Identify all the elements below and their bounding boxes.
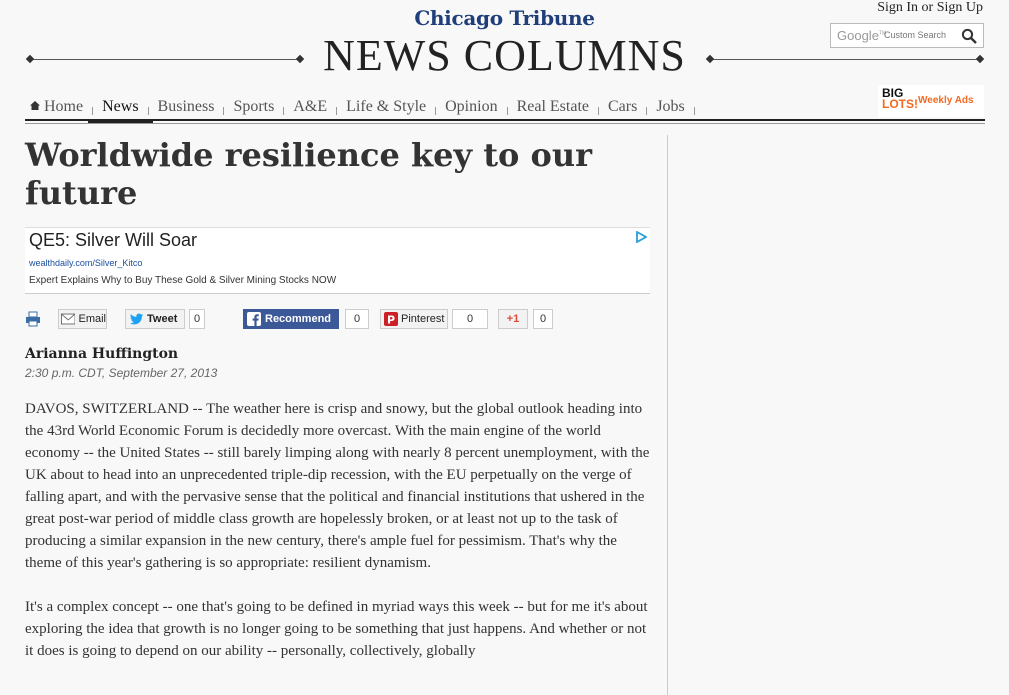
nav-separator — [598, 107, 599, 115]
google-plus-count: 0 — [533, 309, 553, 329]
facebook-icon — [247, 312, 261, 326]
ad-url[interactable]: wealthdaily.com/Silver_Kitco — [29, 258, 143, 268]
nav-separator — [694, 107, 695, 115]
biglots-promo[interactable] — [878, 85, 984, 117]
article-paragraph: It's a complex concept -- one that's going to be defined in myriad ways this week -- but for me it's about exploring the idea that growth is no longer going to be something that just happens. And whether or not it does is going to depend on our ability -- personally, collectively, globally — [25, 599, 648, 659]
email-icon — [61, 313, 75, 325]
nav-separator — [283, 107, 284, 115]
masthead-rule-left — [30, 59, 300, 60]
tribune-logo[interactable]: Chicago Tribune — [414, 6, 595, 30]
ad-headline[interactable]: QE5: Silver Will Soar — [29, 230, 198, 250]
main-nav — [30, 98, 704, 118]
home-icon — [30, 101, 40, 110]
nav-home[interactable]: Home — [30, 98, 83, 118]
nav-rule-thin — [25, 123, 985, 124]
weekly-ads-label: Weekly Ads — [918, 95, 974, 106]
adchoices-icon[interactable] — [635, 231, 647, 243]
google-plus-button[interactable] — [498, 309, 528, 329]
article-paragraph: DAVOS, SWITZERLAND -- The weather here is crisp and snowy, but the global outlook heading into the 43rd World Economic Forum is decidedly more overcast. With the main engine of the world economy -- the United States -- still barely limping along with nearly 8 percent unemployment, with the UK about to head into an unprecedented triple-dip recession, with the EU perpetually on the verge of falling apart, and with the pervasive sense that the political and financial institutions that ushered in the great post-war period of middle class growth are hopelessly broken, or at least not up to the task of producing a similar expansion in the new century, there's ample fuel for pessimism. That's why the theme of this year's gathering is so appropriate: resilient dynamism. — [25, 401, 650, 571]
nav-separator — [336, 107, 337, 115]
article-body — [25, 398, 655, 684]
article-date: 2:30 p.m. CDT, September 27, 2013 — [25, 366, 218, 380]
nav-opinion[interactable]: Opinion — [445, 98, 498, 115]
nav-separator — [148, 107, 149, 115]
share-bar — [25, 309, 665, 331]
sign-in-link[interactable]: Sign In or Sign Up — [877, 0, 983, 15]
svg-text:P: P — [386, 313, 396, 326]
masthead-title: NEWS COLUMNS — [323, 31, 686, 80]
print-icon[interactable] — [25, 311, 41, 327]
nav-ae[interactable]: A&E — [293, 98, 328, 115]
nav-separator — [223, 107, 224, 115]
pinterest-icon — [384, 312, 398, 326]
article-title: Worldwide resilience key to our future — [25, 136, 592, 212]
nav-separator — [92, 107, 93, 115]
nav-life-style[interactable]: Life & Style — [346, 98, 427, 115]
search-input[interactable]: Custom Search — [884, 30, 947, 40]
nav-cars[interactable]: Cars — [608, 98, 638, 115]
nav-rule — [25, 119, 985, 121]
biglots-logo: BIG LOTS! — [882, 86, 918, 111]
pinterest-button[interactable]: P Pinterest — [380, 309, 448, 329]
nav-business[interactable]: Business — [157, 98, 215, 115]
ad-description: Expert Explains Why to Buy These Gold & Silver Mining Stocks NOW — [29, 275, 337, 286]
column-divider — [667, 135, 668, 695]
article-author[interactable]: Arianna Huffington — [25, 346, 179, 362]
search-brand: Google™ — [837, 28, 887, 43]
facebook-recommend-button[interactable]: Recommend — [243, 309, 339, 329]
pinterest-count: 0 — [452, 309, 488, 329]
nav-separator — [507, 107, 508, 115]
masthead-rule-right — [710, 59, 980, 60]
recommend-count: 0 — [345, 309, 369, 329]
nav-jobs[interactable]: Jobs — [656, 98, 685, 115]
nav-news[interactable]: News — [102, 98, 138, 118]
email-button[interactable]: Email — [58, 309, 107, 329]
nav-real-estate[interactable]: Real Estate — [516, 98, 589, 115]
google-plus-icon: +1 — [506, 313, 520, 325]
sponsored-ad[interactable] — [25, 227, 650, 294]
tweet-count: 0 — [189, 309, 205, 329]
twitter-bird-icon — [130, 313, 144, 325]
tweet-button[interactable]: Tweet — [125, 309, 185, 329]
nav-sports[interactable]: Sports — [233, 98, 275, 115]
nav-separator — [435, 107, 436, 115]
nav-separator — [646, 107, 647, 115]
